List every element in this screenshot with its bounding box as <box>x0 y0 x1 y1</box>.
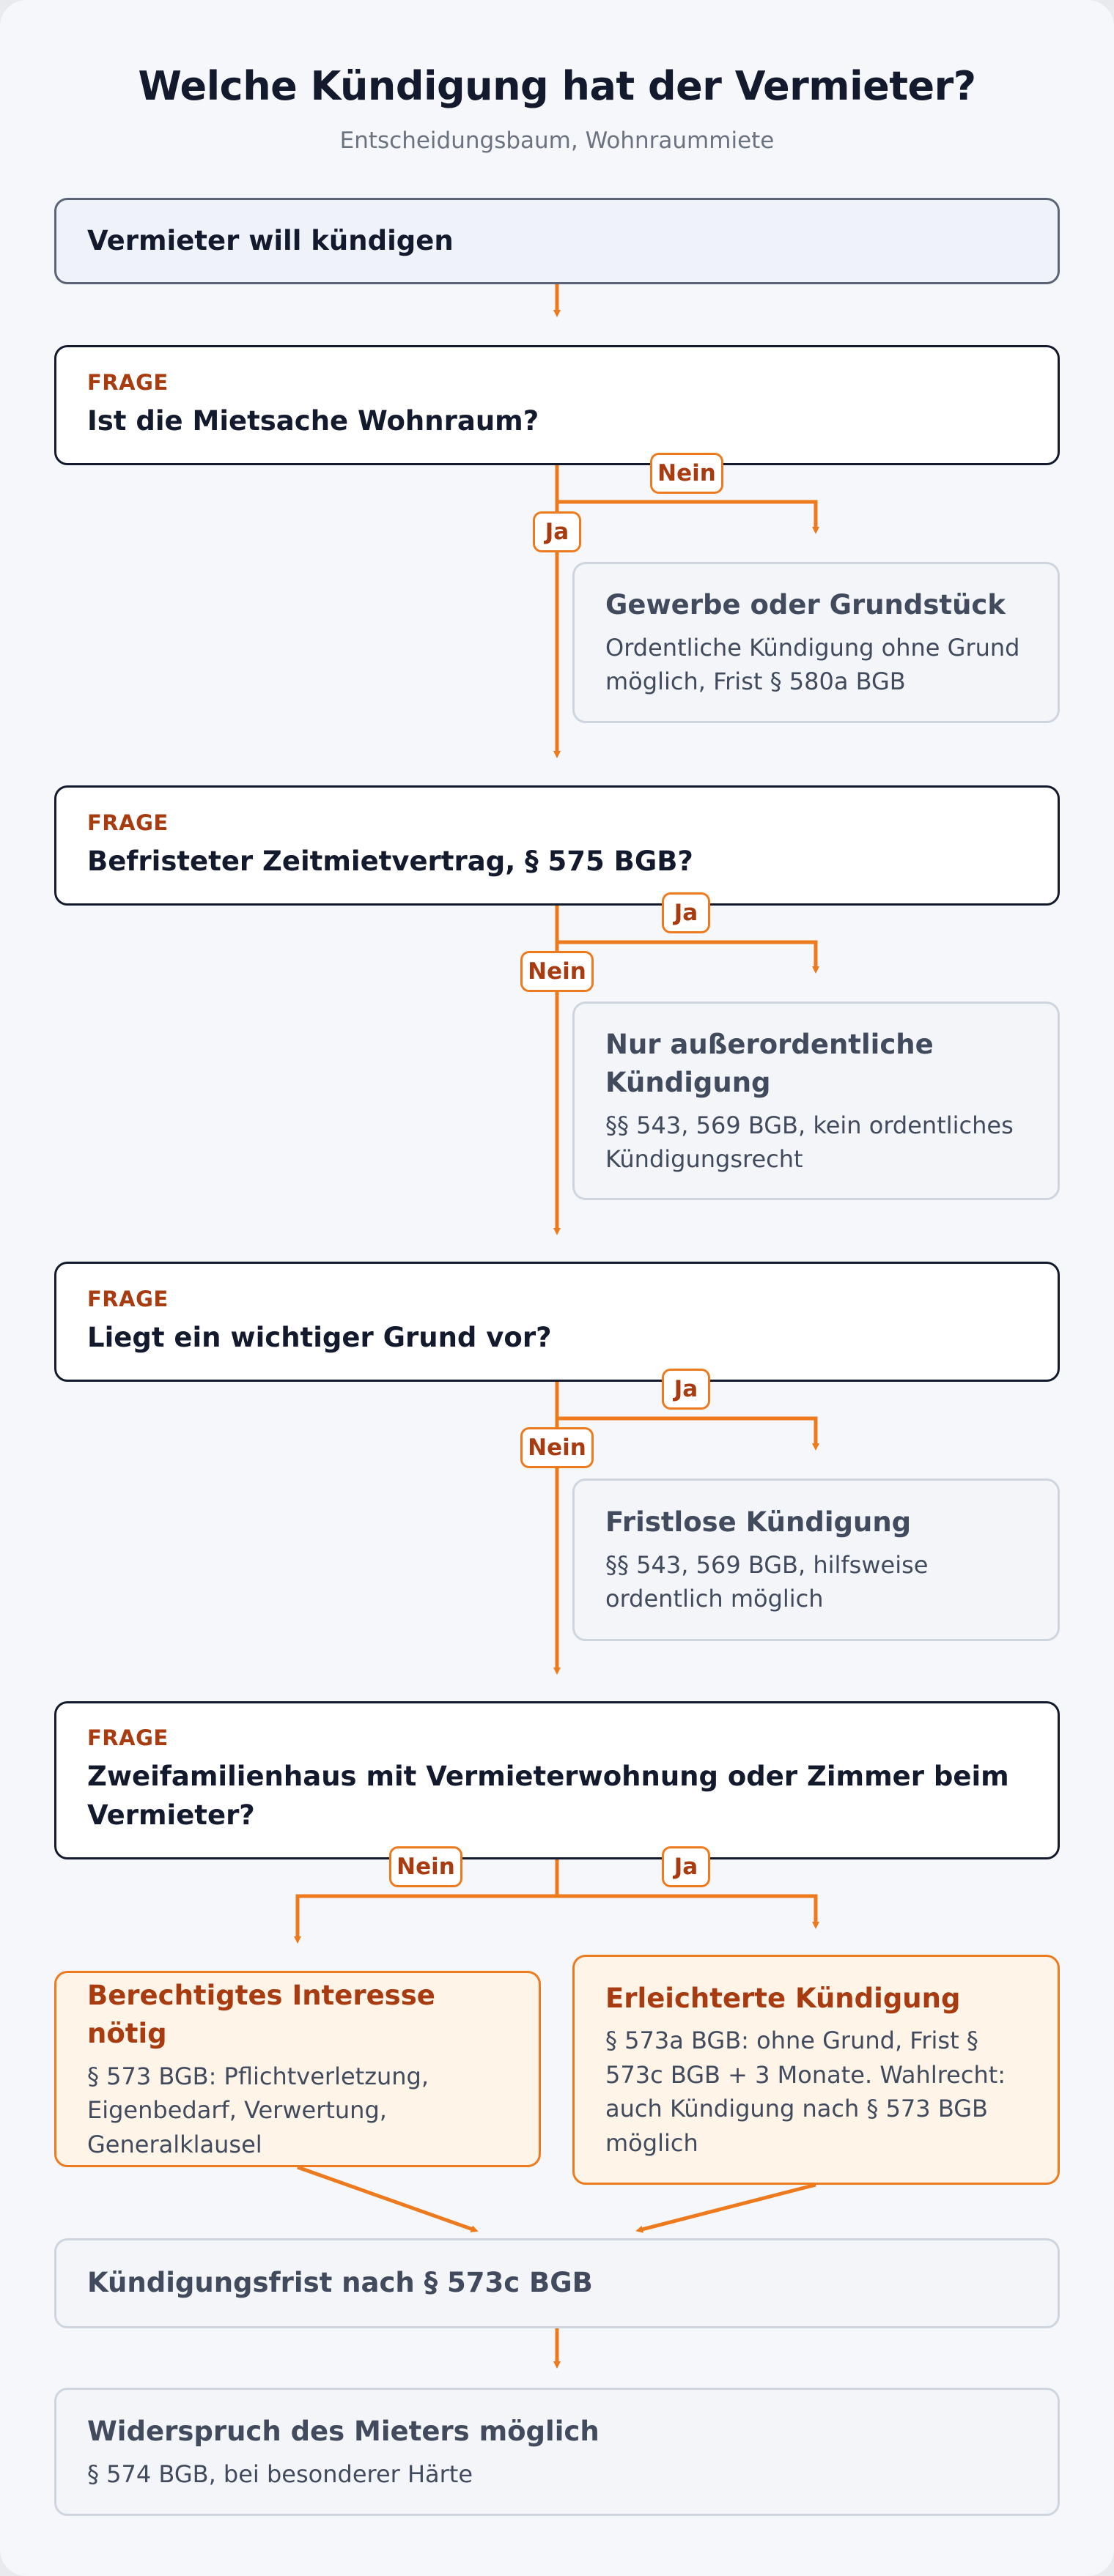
question-text: Befristeter Zeitmietvertrag, § 575 BGB? <box>87 845 693 877</box>
outcome-fristlos <box>572 1478 1060 1641</box>
question-node-1 <box>54 345 1060 465</box>
question-kicker: FRAGE <box>87 1725 169 1751</box>
outcome-gewerbe <box>572 562 1060 723</box>
outcome-erleichterte-kuendigung <box>572 1955 1060 2185</box>
question-kicker: FRAGE <box>87 1286 169 1311</box>
question-text: Zweifamilienhaus mit Vermieterwohnung oder Zimmer beim Vermieter? <box>87 1761 1009 1831</box>
page-title: Welche Kündigung hat der Vermieter? <box>138 63 976 109</box>
outcome-text: § 573a BGB: ohne Grund, Frist § 573c BGB + 3 Monate. Wahlrecht: auch Kündigung nach § 573 BGB möglich <box>605 2027 1006 2157</box>
outcome-ausserordentlich <box>572 1002 1060 1200</box>
badge-ja: Ja <box>662 1846 710 1887</box>
badge-nein: Nein <box>520 951 594 992</box>
outcome-widerspruch <box>54 2388 1060 2516</box>
outcome-title: Gewerbe oder Grundstück <box>605 589 1006 621</box>
outcome-title: Kündigungsfrist nach § 573c BGB <box>87 2267 593 2299</box>
question-text: Liegt ein wichtiger Grund vor? <box>87 1321 552 1353</box>
outcome-kuendigungsfrist <box>54 2238 1060 2328</box>
arrow-left-to-frist <box>298 2167 475 2230</box>
question-text: Ist die Mietsache Wohnraum? <box>87 404 539 437</box>
badge-nein: Nein <box>650 453 723 494</box>
question-node-3 <box>54 1262 1060 1382</box>
outcome-text: § 573 BGB: Pflichtverletzung, Eigenbedarf, Verwertung, Generalklausel <box>87 2062 429 2158</box>
page-subtitle: Entscheidungsbaum, Wohnraummiete <box>339 127 775 154</box>
badge-ja: Ja <box>533 511 581 552</box>
outcome-text: §§ 543, 569 BGB, kein ordentliches Kündigungsrecht <box>605 1111 1014 1174</box>
question-node-4 <box>54 1701 1060 1859</box>
outcome-title: Erleichterte Kündigung <box>605 1982 961 2014</box>
outcome-text: §§ 543, 569 BGB, hilfsweise ordentlich möglich <box>605 1550 929 1613</box>
outcome-title: Widerspruch des Mieters möglich <box>87 2416 600 2448</box>
outcome-text: § 574 BGB, bei besonderer Härte <box>87 2460 473 2488</box>
badge-ja: Ja <box>662 892 710 933</box>
question-kicker: FRAGE <box>87 369 169 395</box>
badge-nein: Nein <box>389 1846 462 1887</box>
question-node-2 <box>54 785 1060 906</box>
outcome-title: Berechtigtes Interesse nötig <box>87 1979 435 2050</box>
outcome-berechtigtes-interesse <box>54 1971 541 2167</box>
outcome-title: Nur außerordentliche Kündigung <box>605 1028 934 1099</box>
badge-ja: Ja <box>662 1369 710 1410</box>
question-kicker: FRAGE <box>87 810 169 835</box>
start-node <box>54 198 1060 284</box>
arrow-right-to-frist <box>639 2185 816 2230</box>
outcome-text: Ordentliche Kündigung ohne Grund möglich, Frist § 580a BGB <box>605 633 1020 696</box>
outcome-title: Fristlose Kündigung <box>605 1506 912 1539</box>
arrow-q4-ja <box>557 1896 816 1925</box>
start-label: Vermieter will kündigen <box>87 224 454 256</box>
badge-nein: Nein <box>520 1427 594 1468</box>
